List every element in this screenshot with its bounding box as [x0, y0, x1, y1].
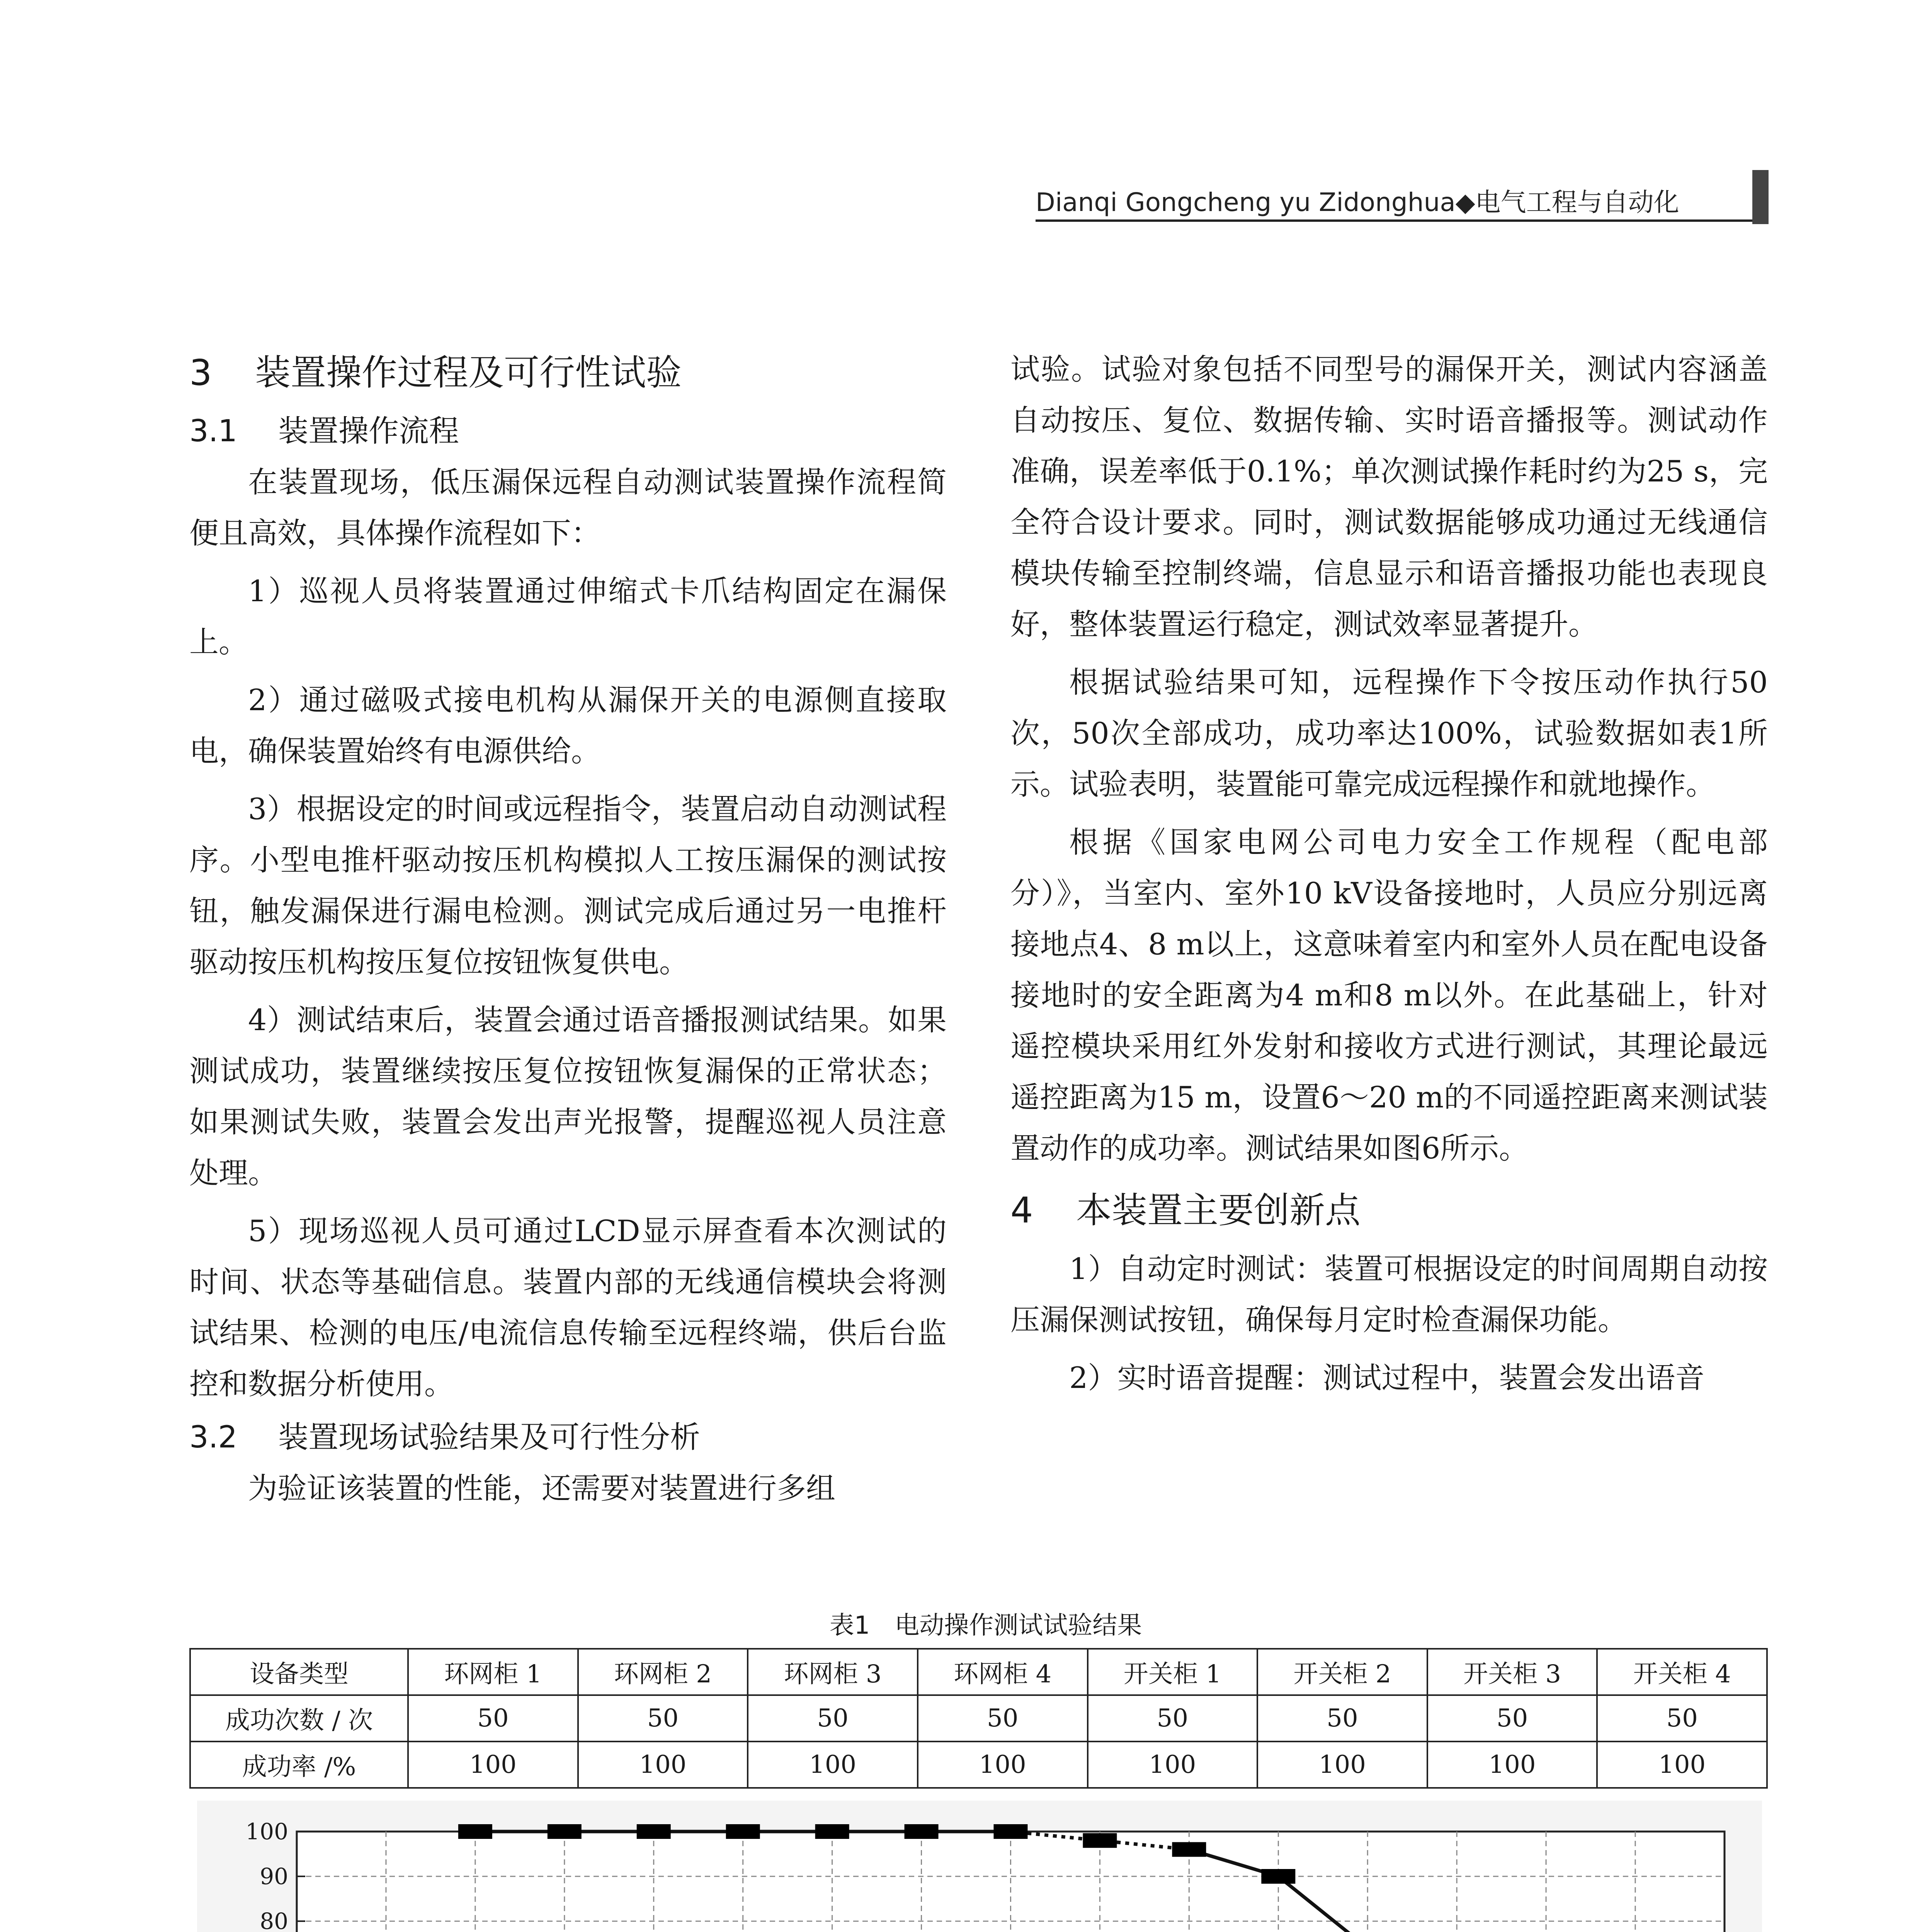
section-3-heading: 3 装置操作过程及可行性试验 — [189, 352, 682, 393]
y-tick-label: 90 — [260, 1863, 288, 1889]
section-4-heading: 4 本装置主要创新点 — [1010, 1190, 1361, 1231]
table-cell: 50 — [1257, 1695, 1427, 1742]
paragraph: 2）通过磁吸式接电机构从漏保开关的电源侧直接取电，确保装置始终有电源供给。 — [189, 683, 947, 768]
table-cell: 50 — [748, 1695, 918, 1742]
diamond-separator: ◆ — [1455, 187, 1475, 217]
paragraph: 1）巡视人员将装置通过伸缩式卡爪结构固定在漏保上。 — [189, 574, 947, 659]
table-cell: 100 — [918, 1742, 1088, 1788]
table-header-row — [190, 1649, 1767, 1695]
table-cell: 50 — [1088, 1695, 1258, 1742]
paragraph: 根据试验结果可知，远程操作下令按压动作执行50次，50次全部成功，成功率达100%，试验数据如表1所示。试验表明，装置能可靠完成远程操作和就地操作。 — [1010, 665, 1768, 801]
table-row — [190, 1742, 1767, 1788]
data-point-marker — [1261, 1869, 1295, 1884]
paragraph: 在装置现场，低压漏保远程自动测试装置操作流程简便且高效，具体操作流程如下： — [189, 465, 947, 550]
table-cell: 100 — [748, 1742, 918, 1788]
table-cell: 50 — [1427, 1695, 1597, 1742]
y-tick-label: 100 — [245, 1818, 288, 1845]
data-point-marker — [1083, 1833, 1117, 1848]
table-cell: 50 — [1597, 1695, 1767, 1742]
paragraph: 3）根据设定的时间或远程指令，装置启动自动测试程序。小型电推杆驱动按压机构模拟人工按压漏保的测试按钮，触发漏保进行漏电检测。测试完成后通过另一电推杆驱动按压机构按压复位按钮恢复供电。 — [189, 792, 947, 979]
table-1 — [189, 1648, 1768, 1789]
data-point-marker — [548, 1824, 582, 1839]
table-cell: 100 — [408, 1742, 578, 1788]
paragraph: 根据《国家电网公司电力安全工作规程（配电部分）》，当室内、室外10 kV设备接地时，人员应分别远离接地点4、8 m以上，这意味着室内和室外人员在配电设备接地时的安全距离为4 m和8 m以外。在此基础上，针对遥控模块采用红外发射和接收方式进行测试，其理论最远遥控距离为15 m，设置6～20 m的不同遥控距离来测试装置动作的成功率。测试结果如图6所示。 — [1010, 825, 1768, 1165]
paragraph: 2）实时语音提醒：测试过程中，装置会发出语音 — [1069, 1361, 1705, 1395]
data-point-marker — [905, 1824, 939, 1839]
journal-chinese-name: 电气工程与自动化 — [1475, 187, 1679, 217]
table-cell: 50 — [918, 1695, 1088, 1742]
table-header-cell: 设备类型 — [190, 1649, 408, 1695]
table-header-cell: 开关柜 2 — [1257, 1649, 1427, 1695]
table-header-cell: 开关柜 4 — [1597, 1649, 1767, 1695]
data-point-marker — [1172, 1842, 1206, 1857]
section-3-2-heading: 3.2 装置现场试验结果及可行性分析 — [189, 1420, 701, 1455]
table-header-cell: 环网柜 1 — [408, 1649, 578, 1695]
table-cell: 50 — [408, 1695, 578, 1742]
right-column — [1010, 344, 1768, 1403]
table-header-cell: 开关柜 3 — [1427, 1649, 1597, 1695]
data-point-marker — [815, 1824, 849, 1839]
running-header — [1036, 182, 1679, 218]
table-cell: 100 — [1597, 1742, 1767, 1788]
journal-pinyin: Dianqi Gongcheng yu Zidonghua — [1036, 187, 1456, 217]
data-point-marker — [458, 1824, 492, 1839]
data-point-marker — [994, 1824, 1028, 1839]
section-3-1-heading: 3.1 装置操作流程 — [189, 414, 459, 449]
data-point-marker — [726, 1824, 760, 1839]
table-header-cell: 环网柜 3 — [748, 1649, 918, 1695]
left-column — [189, 344, 947, 1514]
table-header-cell: 开关柜 1 — [1088, 1649, 1258, 1695]
table-1-caption: 表1 电动操作测试试验结果 — [829, 1611, 1142, 1640]
table-cell: 100 — [1427, 1742, 1597, 1788]
data-point-marker — [637, 1824, 671, 1839]
paragraph: 为验证该装置的性能，还需要对装置进行多组 — [248, 1471, 835, 1505]
table-header-cell: 环网柜 4 — [918, 1649, 1088, 1695]
table-header-cell: 环网柜 2 — [578, 1649, 748, 1695]
y-tick-label: 80 — [260, 1908, 288, 1932]
paragraph: 1）自动定时测试：装置可根据设定的时间周期自动按压漏保测试按钮，确保每月定时检查漏保功能。 — [1010, 1252, 1768, 1337]
figure-6-chart — [197, 1801, 1762, 1932]
header-rule — [1036, 219, 1758, 222]
table-cell: 100 — [578, 1742, 748, 1788]
paragraph: 试验。试验对象包括不同型号的漏保开关，测试内容涵盖自动按压、复位、数据传输、实时语音播报等。测试动作准确，误差率低于0.1%；单次测试操作耗时约为25 s，完全符合设计要求。同时，测试数据能够成功通过无线通信模块传输至控制终端，信息显示和语音播报功能也表现良好，整体装置运行稳定，测试效率显著提升。 — [1010, 352, 1768, 641]
table-cell: 成功次数 / 次 — [190, 1695, 408, 1742]
table-cell: 100 — [1257, 1742, 1427, 1788]
table-row — [190, 1695, 1767, 1742]
table-cell: 50 — [578, 1695, 748, 1742]
paragraph: 5）现场巡视人员可通过LCD显示屏查看本次测试的时间、状态等基础信息。装置内部的无线通信模块会将测试结果、检测的电压/电流信息传输至远程终端，供后台监控和数据分析使用。 — [189, 1214, 947, 1401]
table-cell: 100 — [1088, 1742, 1258, 1788]
table-cell: 成功率 /% — [190, 1742, 408, 1788]
header-bar-mark — [1752, 170, 1769, 224]
paragraph: 4）测试结束后，装置会通过语音播报测试结果。如果测试成功，装置继续按压复位按钮恢复漏保的正常状态；如果测试失败，装置会发出声光报警，提醒巡视人员注意处理。 — [189, 1003, 947, 1190]
